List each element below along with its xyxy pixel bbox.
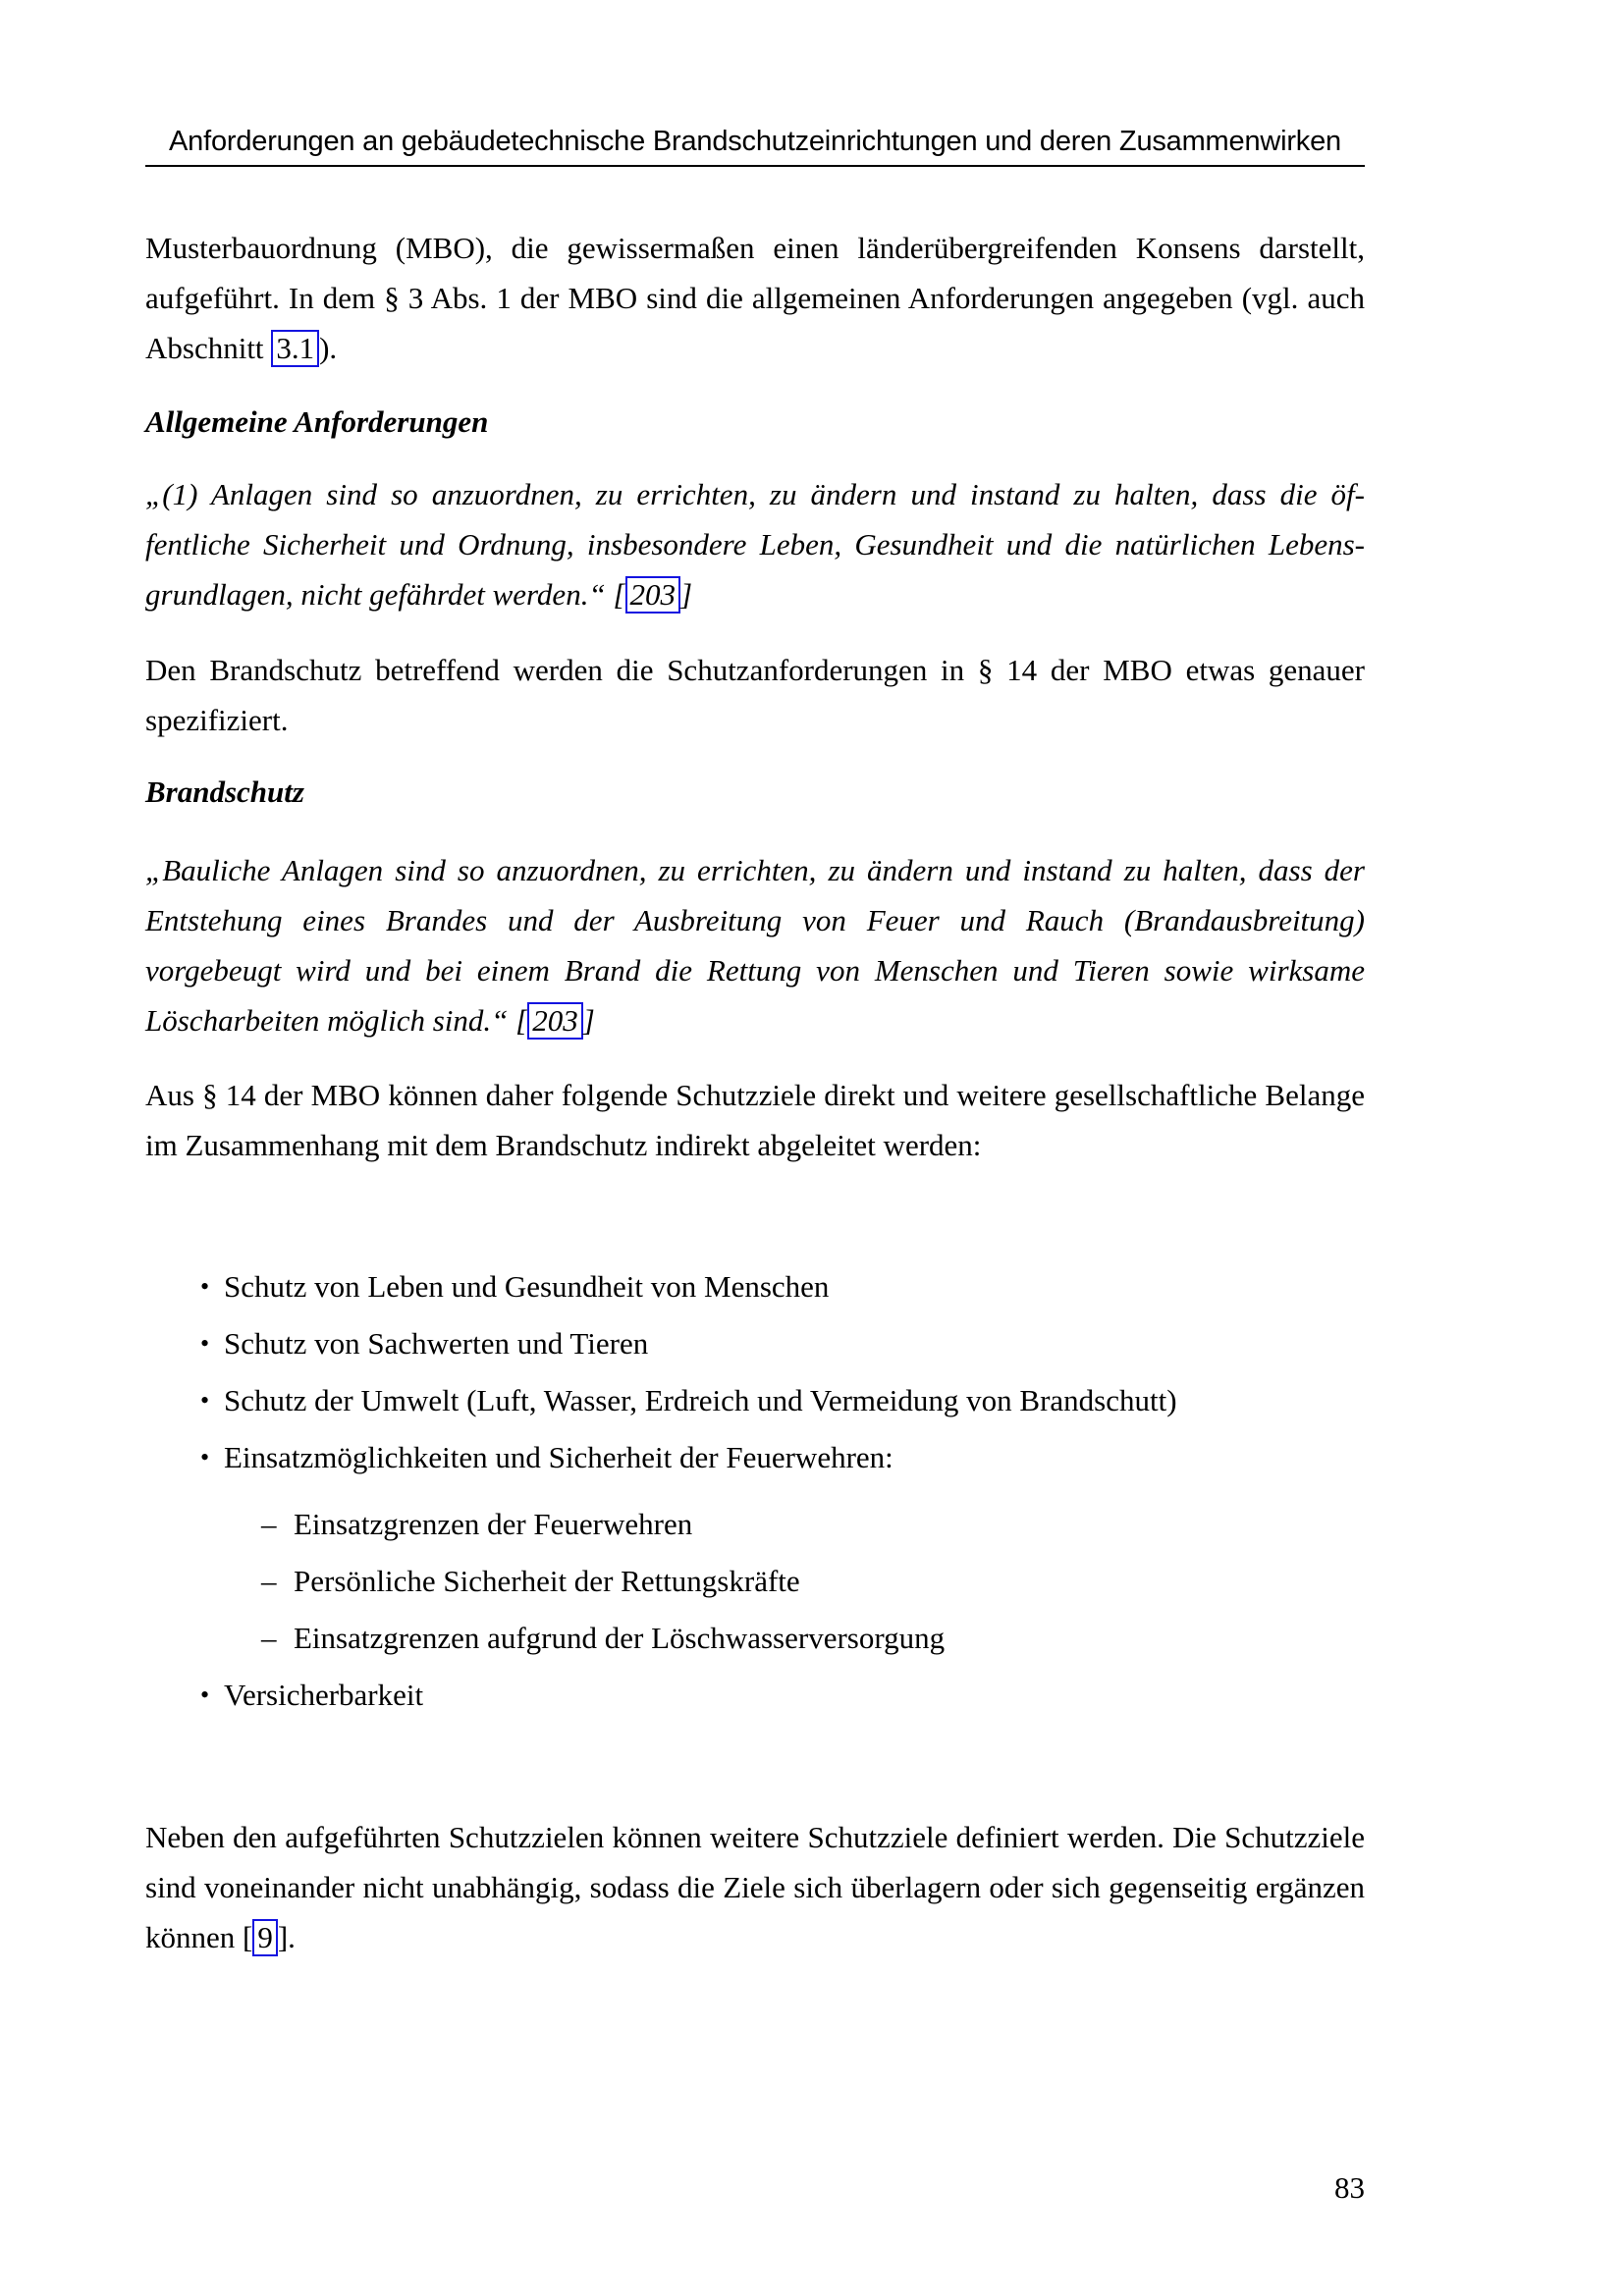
bullet-marker: • <box>200 1272 210 1301</box>
list-item-label: Versicherbarkeit <box>224 1678 424 1712</box>
quote-general-text: „(1) Anlagen sind so anzuordnen, zu errichten, zu ändern und instand zu halten, dass die öffentliche Sicherheit und Ordnung, insbesondere Leben, Gesundheit und die natürlichen Lebensgrundlagen, nicht gefährdet werden.“ <box>145 477 1365 612</box>
citation-general <box>613 577 692 612</box>
dash-marker: – <box>261 1621 277 1655</box>
bullet-marker: • <box>200 1329 210 1358</box>
citation-open-bracket: [ <box>243 1920 253 1954</box>
paragraph-transition: Den Brandschutz betreffend werden die Schutzanforderungen in § 14 der MBO etwas genauer spezifiziert. <box>145 653 1365 737</box>
page-number: 83 <box>1334 2170 1365 2205</box>
citation-close-bracket: ] <box>582 1003 595 1038</box>
heading-fire-protection: Brandschutz <box>145 774 304 809</box>
list-item-label: Schutz von Leben und Gesundheit von Menschen <box>224 1269 830 1304</box>
bullet-marker: • <box>200 1681 210 1709</box>
citation-fire <box>515 1003 595 1038</box>
closing-text-before: Neben den aufgeführten Schutzzielen können weitere Schutzziele definiert werden. Die Schutzziele sind voneinander nicht unabhängig, sodass die Ziele sich überlagern oder sich gegenseitig ergänzen können <box>145 1820 1365 1954</box>
quote-fire-text: „Bauliche Anlagen sind so anzuordnen, zu errichten, zu ändern und instand zu halten, dass der Entstehung eines Brandes und der Ausbreitung von Feuer und Rauch (Brandausbreitung) vorgebeugt wird und bei einem Brand die Rettung von Menschen und Tieren sowie wirksame Löscharbeiten möglich sind.“ <box>145 853 1365 1038</box>
list-item <box>145 1375 1365 1425</box>
bullet-marker: • <box>200 1443 210 1471</box>
intro-text-before: Musterbauordnung (MBO), die gewissermaßen einen länderübergreifenden Konsens darstellt, aufgeführt. In dem § 3 Abs. 1 der MBO sind die allgemeinen Anforderungen angegeben (vgl. auch Abschnitt <box>145 231 1365 365</box>
list-item-label: Einsatzmöglichkeiten und Sicherheit der Feuerwehren: <box>224 1440 893 1474</box>
closing-text-after: . <box>288 1920 296 1954</box>
running-header: Anforderungen an gebäudetechnische Brandschutzeinrichtungen und deren Zusammenwirken <box>169 126 1341 157</box>
sub-list-item <box>145 1613 1365 1663</box>
list-item-label: Schutz von Sachwerten und Tieren <box>224 1326 649 1361</box>
dash-marker: – <box>261 1564 277 1598</box>
list-item <box>145 1261 1365 1311</box>
bullet-marker: • <box>200 1386 210 1415</box>
citation-link-203-fire[interactable]: 203 <box>527 1002 583 1040</box>
citation-open-bracket: [ <box>515 1003 528 1038</box>
sub-list-item <box>145 1556 1365 1606</box>
list-item <box>145 1670 1365 1720</box>
heading-general-requirements: Allgemeine Anforderungen <box>145 404 489 439</box>
paragraph-derive: Aus § 14 der MBO können daher folgende Schutzziele direkt und weitere gesellschaftliche Belange im Zusammenhang mit dem Brandschutz indirekt abgeleitet werden: <box>145 1078 1365 1162</box>
citation-close-bracket: ] <box>680 577 693 612</box>
citation-close-bracket: ] <box>277 1920 289 1954</box>
sub-list-item-label: Einsatzgrenzen der Feuerwehren <box>294 1507 693 1541</box>
sub-list-item-label: Einsatzgrenzen aufgrund der Löschwasserversorgung <box>294 1621 946 1655</box>
sub-list-item-label: Persönliche Sicherheit der Rettungskräfte <box>294 1564 800 1598</box>
list-item <box>145 1432 1365 1482</box>
citation-open-bracket: [ <box>613 577 625 612</box>
protection-goals-list <box>145 1261 1365 1720</box>
citation-closing <box>243 1920 288 1954</box>
citation-link-9[interactable]: 9 <box>252 1919 278 1956</box>
citation-link-203-general[interactable]: 203 <box>625 576 681 614</box>
list-item-label: Schutz der Umwelt (Luft, Wasser, Erdreich und Vermeidung von Brandschutt) <box>224 1383 1177 1417</box>
intro-text-after: ). <box>319 331 338 365</box>
sub-list-item <box>145 1499 1365 1549</box>
paragraph-closing <box>145 1812 1365 1962</box>
paragraph-intro <box>145 223 1365 373</box>
list-item <box>145 1318 1365 1368</box>
dash-marker: – <box>261 1507 277 1541</box>
header-rule <box>145 165 1365 167</box>
quote-general-requirements <box>145 469 1365 619</box>
page-content <box>145 0 1365 1962</box>
section-link-3-1[interactable]: 3.1 <box>271 330 319 367</box>
quote-fire-protection <box>145 845 1365 1045</box>
